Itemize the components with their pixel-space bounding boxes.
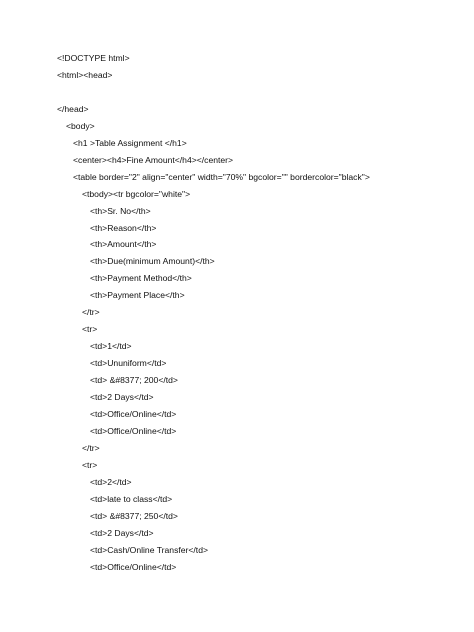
code-line: <tr> — [82, 324, 98, 335]
code-line: <table border="2" align="center" width="70%" bgcolor="" bordercolor="black"> — [73, 171, 370, 182]
code-line: <td> &#8377; 250</td> — [90, 510, 178, 521]
code-line: <th>Payment Place</th> — [90, 290, 185, 301]
code-line: <td>Cash/Online Transfer</td> — [90, 544, 208, 555]
code-line: <td> &#8377; 200</td> — [90, 375, 178, 386]
code-line: <html><head> — [57, 70, 113, 80]
code-line: <body> — [66, 120, 95, 131]
code-line: </tr> — [82, 442, 100, 453]
code-line: <th>Amount</th> — [90, 239, 157, 250]
code-line: <tbody><tr bgcolor="white"> — [82, 188, 191, 199]
code-line: <th>Sr. No</th> — [90, 205, 151, 216]
code-line: <tr> — [82, 459, 98, 470]
code-line: <!DOCTYPE html> — [57, 53, 130, 63]
code-line: <td>2</td> — [90, 476, 132, 487]
code-line: <td>Office/Online</td> — [90, 408, 177, 419]
code-line: <td>Office/Online</td> — [90, 425, 177, 436]
code-line: <td>2 Days</td> — [90, 527, 154, 538]
code-line: </tr> — [82, 307, 100, 318]
code-line: <center><h4>Fine Amount</h4></center> — [73, 154, 234, 165]
code-line: <th>Payment Method</th> — [90, 273, 192, 284]
code-line: <th>Reason</th> — [90, 222, 157, 233]
code-line: <td>late to class</td> — [90, 493, 173, 504]
code-line: <td>2 Days</td> — [90, 392, 154, 402]
code-line: <h1 >Table Assignment </h1> — [73, 137, 187, 148]
code-line: <td>Office/Online</td> — [90, 561, 177, 572]
code-line: </head> — [57, 103, 89, 114]
code-line: <td>1</td> — [90, 341, 132, 352]
code-line: <th>Due(minimum Amount)</th> — [90, 256, 215, 267]
code-line: <td>Ununiform</td> — [90, 358, 167, 369]
